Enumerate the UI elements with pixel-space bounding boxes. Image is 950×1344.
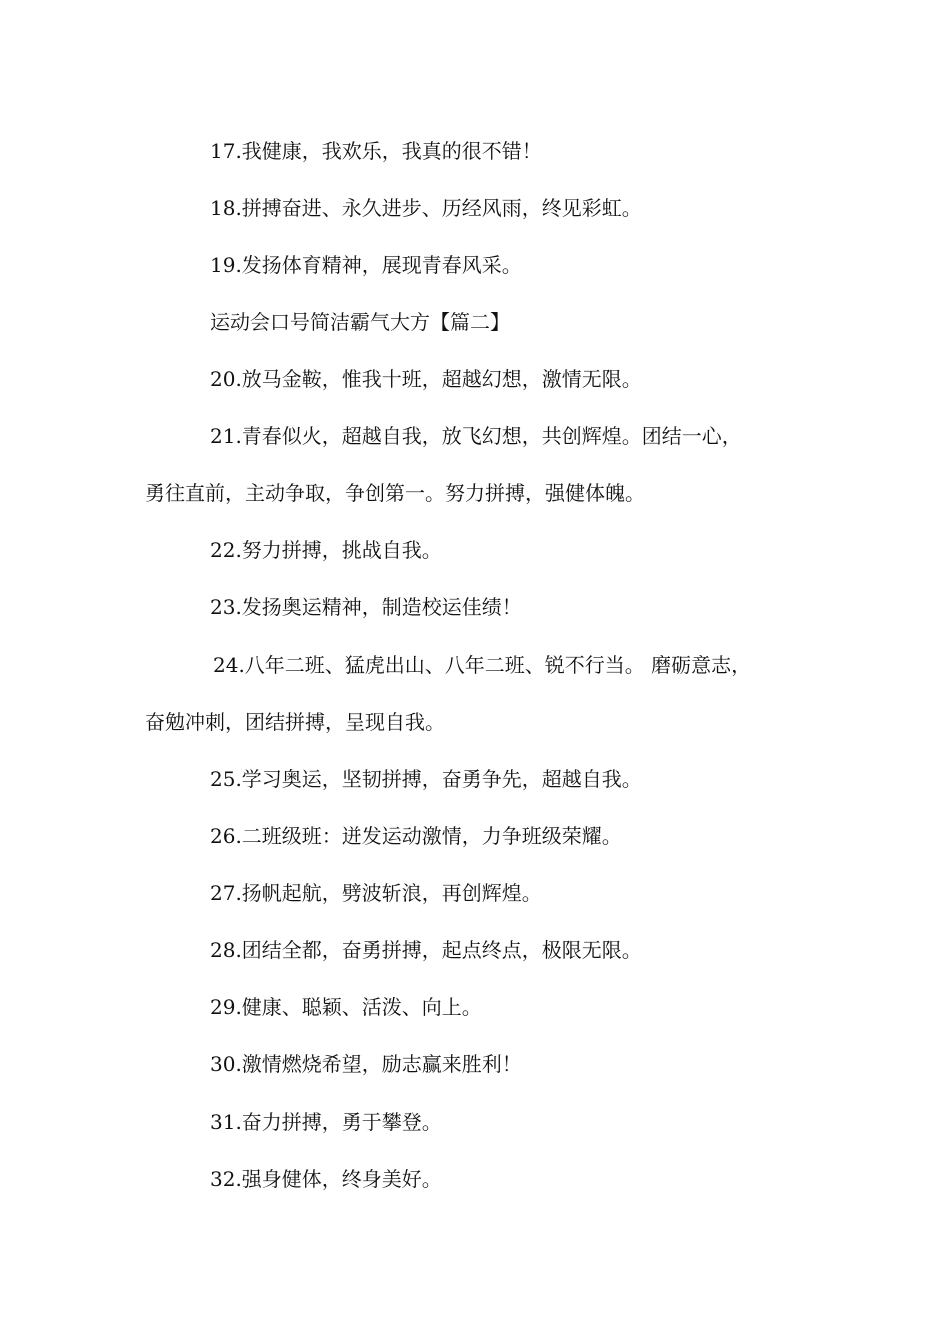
paragraph-27: 27.扬帆起航，劈波斩浪，再创辉煌。 [210, 881, 542, 905]
paragraph-28: 28.团结全都，奋勇拼搏，起点终点，极限无限。 [210, 938, 642, 962]
paragraph-22: 22.努力拼搏，挑战自我。 [210, 538, 442, 562]
paragraph-31: 31.奋力拼搏，勇于攀登。 [210, 1110, 442, 1134]
paragraph-21: 21.青春似火，超越自我，放飞幻想，共创辉煌。团结一心， [210, 424, 742, 448]
section-heading: 运动会口号简洁霸气大方【篇二】 [210, 310, 510, 334]
paragraph-21-continued: 勇往直前，主动争取，争创第一。努力拼搏，强健体魄。 [145, 481, 645, 505]
paragraph-23: 23.发扬奥运精神，制造校运佳绩！ [210, 595, 522, 619]
paragraph-24: 24.八年二班、猛虎出山、八年二班、锐不行当。 磨砺意志， [213, 653, 752, 677]
paragraph-30: 30.激情燃烧希望，励志赢来胜利！ [210, 1052, 522, 1076]
paragraph-17: 17.我健康，我欢乐，我真的很不错！ [210, 139, 542, 163]
paragraph-19: 19.发扬体育精神，展现青春风采。 [210, 253, 522, 277]
paragraph-24-continued: 奋勉冲刺，团结拼搏，呈现自我。 [145, 710, 445, 734]
paragraph-18: 18.拼搏奋进、永久进步、历经风雨，终见彩虹。 [210, 196, 642, 220]
paragraph-29: 29.健康、聪颖、活泼、向上。 [210, 995, 482, 1019]
paragraph-20: 20.放马金鞍，惟我十班，超越幻想，激情无限。 [210, 367, 642, 391]
paragraph-32: 32.强身健体，终身美好。 [210, 1167, 442, 1191]
paragraph-26: 26.二班级班：迸发运动激情，力争班级荣耀。 [210, 824, 622, 848]
paragraph-25: 25.学习奥运，坚韧拼搏，奋勇争先，超越自我。 [210, 767, 642, 791]
